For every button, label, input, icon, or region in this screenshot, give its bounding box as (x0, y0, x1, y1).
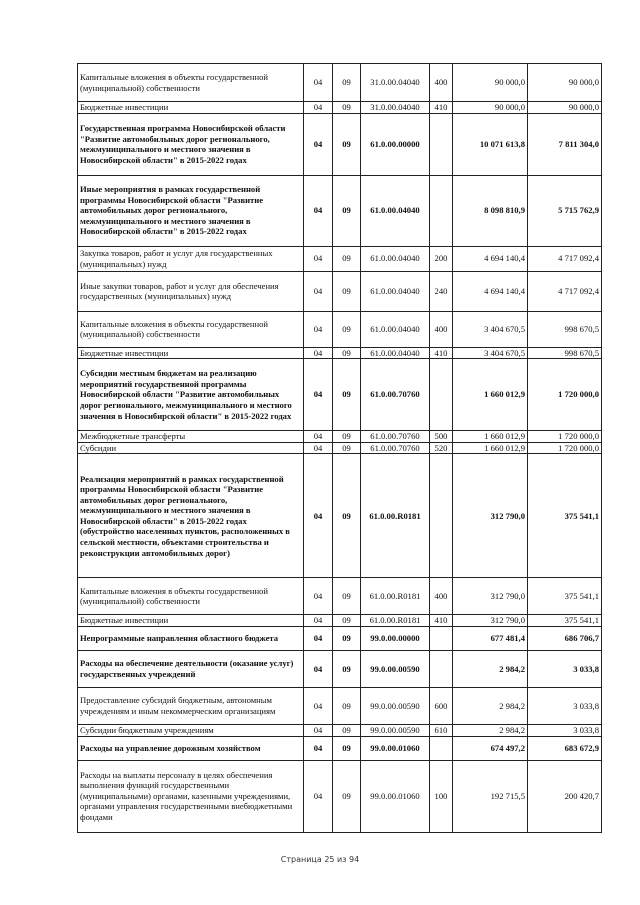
table-row (78, 760, 602, 832)
expense-type-cell: 410 (430, 347, 453, 359)
section-code-cell: 04 (304, 615, 333, 627)
subsection-code-cell: 09 (333, 102, 361, 114)
table-row (78, 113, 602, 175)
amount-year1-cell: 2 984,2 (453, 650, 528, 687)
amount-year2-cell: 375 541,1 (528, 615, 602, 627)
amount-year1-cell: 674 497,2 (453, 736, 528, 760)
amount-year1-cell: 312 790,0 (453, 454, 528, 578)
amount-year2-cell: 686 706,7 (528, 626, 602, 650)
table-row (78, 64, 602, 102)
amount-year2-cell: 1 720 000,0 (528, 442, 602, 454)
expense-type-cell (430, 650, 453, 687)
amount-year2-cell: 1 720 000,0 (528, 431, 602, 443)
row-name-cell: Реализация мероприятий в рамках государственной программы Новосибирской области "Развитие автомобильных дорог регионального, межмуниципального и местного значения в Новосибирской области" в 2015-2022 годах (обустройство населенных пунктов, расположенных в сельской местности, объектами строительства и реконструкции автомобильных дорог) (78, 454, 304, 578)
target-article-cell: 61.0.00.R0181 (361, 578, 430, 615)
expense-type-cell: 400 (430, 311, 453, 347)
target-article-cell: 99.0.00.01060 (361, 760, 430, 832)
amount-year1-cell: 10 071 613,8 (453, 113, 528, 175)
subsection-code-cell: 09 (333, 271, 361, 311)
expense-type-cell: 100 (430, 760, 453, 832)
expense-type-cell: 500 (430, 431, 453, 443)
target-article-cell: 61.0.00.70760 (361, 431, 430, 443)
row-name-cell: Иные закупки товаров, работ и услуг для обеспечения государственных (муниципальных) нужд (78, 271, 304, 311)
amount-year1-cell: 1 660 012,9 (453, 442, 528, 454)
target-article-cell: 99.0.00.00000 (361, 626, 430, 650)
row-name-cell: Расходы на управление дорожным хозяйством (78, 736, 304, 760)
expense-type-cell: 400 (430, 578, 453, 615)
expense-type-cell (430, 454, 453, 578)
row-name-cell: Субсидии (78, 442, 304, 454)
target-article-cell: 61.0.00.70760 (361, 359, 430, 431)
expense-type-cell: 610 (430, 724, 453, 736)
expense-type-cell (430, 359, 453, 431)
table-row (78, 246, 602, 271)
section-code-cell: 04 (304, 431, 333, 443)
row-name-cell: Государственная программа Новосибирской области "Развитие автомобильных дорог регионального, межмуниципального и местного значения в Новосибирской области" в 2015-2022 годах (78, 113, 304, 175)
table-body (78, 64, 602, 833)
section-code-cell: 04 (304, 736, 333, 760)
target-article-cell: 61.0.00.R0181 (361, 615, 430, 627)
section-code-cell: 04 (304, 347, 333, 359)
amount-year1-cell: 312 790,0 (453, 578, 528, 615)
amount-year1-cell: 90 000,0 (453, 102, 528, 114)
row-name-cell: Закупка товаров, работ и услуг для государственных (муниципальных) нужд (78, 246, 304, 271)
expense-type-cell (430, 736, 453, 760)
amount-year2-cell: 7 811 304,0 (528, 113, 602, 175)
expense-type-cell: 520 (430, 442, 453, 454)
table-row (78, 724, 602, 736)
section-code-cell: 04 (304, 760, 333, 832)
section-code-cell: 04 (304, 724, 333, 736)
target-article-cell: 61.0.00.04040 (361, 271, 430, 311)
amount-year1-cell: 1 660 012,9 (453, 431, 528, 443)
amount-year2-cell: 3 033,8 (528, 724, 602, 736)
subsection-code-cell: 09 (333, 615, 361, 627)
amount-year2-cell: 200 420,7 (528, 760, 602, 832)
row-name-cell: Иные мероприятия в рамках государственной программы Новосибирской области "Развитие автомобильных дорог регионального, межмуниципального и местного значения в Новосибирской области" в 2015-2022 годах (78, 175, 304, 246)
table-row (78, 347, 602, 359)
section-code-cell: 04 (304, 359, 333, 431)
amount-year1-cell: 8 098 810,9 (453, 175, 528, 246)
section-code-cell: 04 (304, 271, 333, 311)
row-name-cell: Бюджетные инвестиции (78, 615, 304, 627)
amount-year2-cell: 3 033,8 (528, 650, 602, 687)
row-name-cell: Расходы на обеспечение деятельности (оказание услуг) государственных учреждений (78, 650, 304, 687)
amount-year1-cell: 2 984,2 (453, 687, 528, 724)
target-article-cell: 61.0.00.04040 (361, 246, 430, 271)
target-article-cell: 61.0.00.R0181 (361, 454, 430, 578)
section-code-cell: 04 (304, 650, 333, 687)
target-article-cell: 99.0.00.00590 (361, 650, 430, 687)
row-name-cell: Субсидии бюджетным учреждениям (78, 724, 304, 736)
subsection-code-cell: 09 (333, 736, 361, 760)
subsection-code-cell: 09 (333, 687, 361, 724)
table-row (78, 311, 602, 347)
section-code-cell: 04 (304, 64, 333, 102)
table-row (78, 102, 602, 114)
subsection-code-cell: 09 (333, 578, 361, 615)
amount-year1-cell: 312 790,0 (453, 615, 528, 627)
target-article-cell: 99.0.00.00590 (361, 687, 430, 724)
expense-type-cell: 410 (430, 102, 453, 114)
expense-type-cell: 200 (430, 246, 453, 271)
subsection-code-cell: 09 (333, 626, 361, 650)
amount-year1-cell: 90 000,0 (453, 64, 528, 102)
amount-year2-cell: 998 670,5 (528, 311, 602, 347)
amount-year2-cell: 998 670,5 (528, 347, 602, 359)
target-article-cell: 31.0.00.04040 (361, 102, 430, 114)
section-code-cell: 04 (304, 578, 333, 615)
amount-year2-cell: 1 720 000,0 (528, 359, 602, 431)
table-row (78, 442, 602, 454)
section-code-cell: 04 (304, 102, 333, 114)
row-name-cell: Бюджетные инвестиции (78, 347, 304, 359)
target-article-cell: 99.0.00.01060 (361, 736, 430, 760)
row-name-cell: Межбюджетные трансферты (78, 431, 304, 443)
subsection-code-cell: 09 (333, 64, 361, 102)
expense-type-cell: 600 (430, 687, 453, 724)
budget-table (77, 63, 602, 833)
expense-type-cell: 240 (430, 271, 453, 311)
table-row (78, 736, 602, 760)
section-code-cell: 04 (304, 442, 333, 454)
subsection-code-cell: 09 (333, 347, 361, 359)
section-code-cell: 04 (304, 687, 333, 724)
page-number: Страница 25 из 94 (280, 855, 360, 864)
amount-year1-cell: 3 404 670,5 (453, 347, 528, 359)
section-code-cell: 04 (304, 113, 333, 175)
target-article-cell: 99.0.00.00590 (361, 724, 430, 736)
subsection-code-cell: 09 (333, 650, 361, 687)
expense-type-cell (430, 113, 453, 175)
section-code-cell: 04 (304, 454, 333, 578)
subsection-code-cell: 09 (333, 246, 361, 271)
target-article-cell: 61.0.00.04040 (361, 311, 430, 347)
table-row (78, 359, 602, 431)
section-code-cell: 04 (304, 246, 333, 271)
section-code-cell: 04 (304, 175, 333, 246)
table-row (78, 615, 602, 627)
amount-year1-cell: 3 404 670,5 (453, 311, 528, 347)
subsection-code-cell: 09 (333, 442, 361, 454)
table-row (78, 626, 602, 650)
expense-type-cell (430, 175, 453, 246)
amount-year2-cell: 375 541,1 (528, 454, 602, 578)
row-name-cell: Капитальные вложения в объекты государственной (муниципальной) собственности (78, 64, 304, 102)
amount-year1-cell: 677 481,4 (453, 626, 528, 650)
amount-year1-cell: 4 694 140,4 (453, 246, 528, 271)
table-row (78, 650, 602, 687)
expense-type-cell: 410 (430, 615, 453, 627)
amount-year2-cell: 5 715 762,9 (528, 175, 602, 246)
table-row (78, 578, 602, 615)
subsection-code-cell: 09 (333, 359, 361, 431)
amount-year2-cell: 4 717 092,4 (528, 271, 602, 311)
subsection-code-cell: 09 (333, 724, 361, 736)
table-row (78, 431, 602, 443)
expense-type-cell: 400 (430, 64, 453, 102)
table-row (78, 687, 602, 724)
amount-year2-cell: 3 033,8 (528, 687, 602, 724)
row-name-cell: Расходы на выплаты персоналу в целях обеспечения выполнения функций государственными (муниципальными) органами, казенными учреждениями, органами управления государственными внебюджетными фондами (78, 760, 304, 832)
amount-year2-cell: 375 541,1 (528, 578, 602, 615)
subsection-code-cell: 09 (333, 454, 361, 578)
subsection-code-cell: 09 (333, 311, 361, 347)
amount-year1-cell: 1 660 012,9 (453, 359, 528, 431)
row-name-cell: Капитальные вложения в объекты государственной (муниципальной) собственности (78, 578, 304, 615)
row-name-cell: Бюджетные инвестиции (78, 102, 304, 114)
row-name-cell: Непрограммные направления областного бюджета (78, 626, 304, 650)
table-row (78, 271, 602, 311)
row-name-cell: Капитальные вложения в объекты государственной (муниципальной) собственности (78, 311, 304, 347)
amount-year1-cell: 4 694 140,4 (453, 271, 528, 311)
row-name-cell: Субсидии местным бюджетам на реализацию мероприятий государственной программы Новосибирской области "Развитие автомобильных дорог регионального, межмуниципального и местного значения в Новосибирской области" в 2015-2022 годах (78, 359, 304, 431)
table-row (78, 454, 602, 578)
amount-year2-cell: 90 000,0 (528, 64, 602, 102)
row-name-cell: Предоставление субсидий бюджетным, автономным учреждениям и иным некоммерческим организациям (78, 687, 304, 724)
amount-year2-cell: 90 000,0 (528, 102, 602, 114)
subsection-code-cell: 09 (333, 431, 361, 443)
target-article-cell: 61.0.00.00000 (361, 113, 430, 175)
amount-year1-cell: 192 715,5 (453, 760, 528, 832)
target-article-cell: 61.0.00.04040 (361, 347, 430, 359)
expense-type-cell (430, 626, 453, 650)
target-article-cell: 61.0.00.04040 (361, 175, 430, 246)
target-article-cell: 31.0.00.04040 (361, 64, 430, 102)
amount-year1-cell: 2 984,2 (453, 724, 528, 736)
subsection-code-cell: 09 (333, 175, 361, 246)
target-article-cell: 61.0.00.70760 (361, 442, 430, 454)
amount-year2-cell: 683 672,9 (528, 736, 602, 760)
subsection-code-cell: 09 (333, 760, 361, 832)
section-code-cell: 04 (304, 311, 333, 347)
table-row (78, 175, 602, 246)
amount-year2-cell: 4 717 092,4 (528, 246, 602, 271)
section-code-cell: 04 (304, 626, 333, 650)
subsection-code-cell: 09 (333, 113, 361, 175)
